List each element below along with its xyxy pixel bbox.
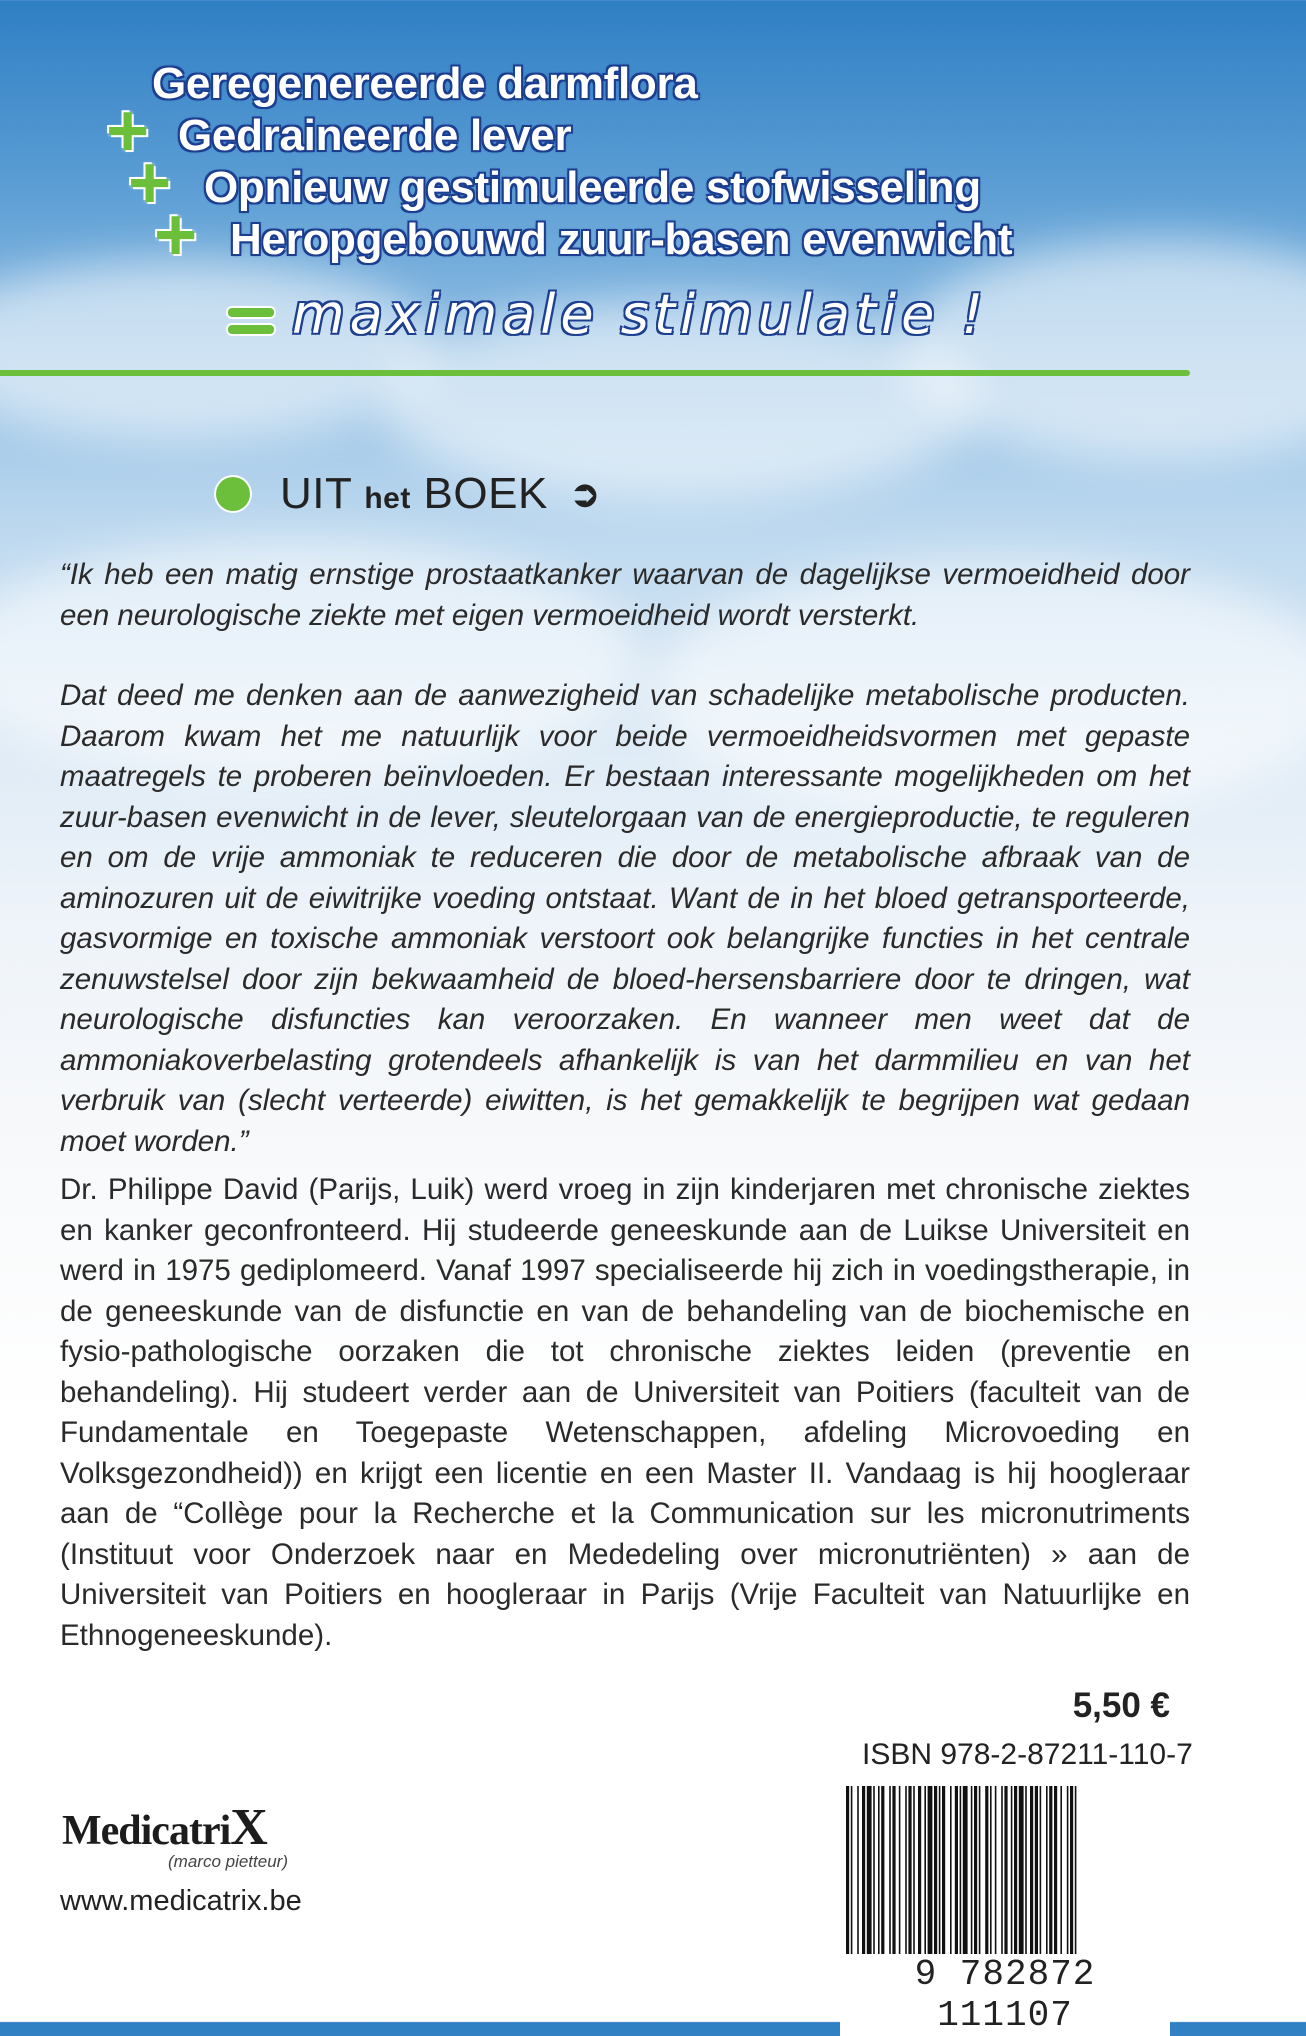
barcode-bar [851,1786,853,1962]
barcode-bar [974,1786,977,1962]
plus-icon: + [154,193,198,276]
barcode-bar [1011,1786,1013,1962]
barcode [840,1786,1170,2036]
barcode-bar [1060,1786,1062,1962]
author-bio: Dr. Philippe David (Parijs, Luik) werd vroeg in zijn kinderjaren met chronische ziektes en kanker geconfronteerd. Hij studeerde geneeskunde aan de Luikse Universiteit en werd in 1975 gediplomeerd. Vanaf 1997 specialiseerde hij zich in voedingstherapie, in de geneeskunde van de disfunctie en van de behandeling van de biochemische en fysio-pathologische oorzaken die tot chronische ziektes leiden (preventie en behandeling). Hij studeert verder aan de Universiteit van Poitiers (faculteit van de Fundamentale en Toegepaste Wetenschappen, afdeling Microvoeding en Volksgezondheid)) en krijgt een licentie en een Master II. Vandaag is hij hoogleraar aan de “Collège pour la Recherche et la Communication sur les micronutriments (Instituut voor Onderzoek naar en Mededeling over micronutriënten) » aan de Universiteit van Poitiers en hoogleraar in Parijs (Vrije Faculteit van Natuurlijke en Ethnogeneeskunde). [60,1173,1190,1652]
barcode-bar [960,1786,962,1962]
barcode-bars [842,1786,1168,1962]
barcode-bar [862,1786,865,1962]
barcode-bar [955,1786,958,1962]
barcode-bar [979,1786,981,1962]
barcode-bar [934,1786,937,1962]
barcode-bar [942,1786,945,1962]
barcode-bar [1019,1786,1024,1962]
barcode-bar [1067,1786,1069,1962]
bullet-circle-icon [216,477,250,511]
barcode-bar [899,1786,901,1962]
barcode-bar [889,1786,891,1962]
book-quote [60,555,1190,1202]
isbn: ISBN 978-2-87211-110-7 [862,1738,1193,1771]
barcode-bar [990,1786,992,1962]
barcode-bar [971,1786,973,1962]
barcode-bar [950,1786,952,1962]
headline-result: maximale stimulatie ! [292,283,989,346]
plus-icon: + [128,141,172,224]
barcode-bar [995,1786,997,1962]
barcode-bar [1004,1786,1007,1962]
headline-line-4: Heropgebouwd zuur-basen evenwicht [230,215,1013,264]
barcode-bar [1046,1786,1048,1962]
barcode-bar [1040,1786,1042,1962]
price: 5,50 € [1072,1686,1170,1725]
headline-line-3: Opnieuw gestimuleerde stofwisseling [204,163,981,212]
quote-paragraph: Dat deed me denken aan de aanwezigheid van schadelijke metabolische producten. Daarom kwam het me natuurlijk voor beide vermoeidheidsvormen met gepaste maatregels te proberen beïnvloeden. Er bestaan interessante mogelijkheden om het zuur-basen evenwicht in de lever, sleutelorgaan van de energieproductie, te reguleren en om de vrije ammoniak te reduceren die door de metabolische afbraak van de aminozuren uit de eiwitrijke voeding ontstaat. Want de in het bloed getransporteerde, gasvormige en toxische ammoniak verstoort ook belangrijke functies in het centrale zenuwstelsel door zijn bekwaamheid de bloed-hersensbarriere door te dringen, wat neurologische disfuncties kan veroorzaken. En wanneer men weet dat de ammoniakoverbelasting grotendeels afhankelijk is van het darmmilieu en van het verbruik van (slecht verteerde) eiwitten, is het gemakkelijk te begrijpen wat gedaan moet worden.” [60,679,1190,1158]
barcode-bar [1054,1786,1057,1962]
barcode-bar [1075,1786,1077,1962]
barcode-bar [924,1786,926,1962]
arrow-right-icon: ➲ [569,473,600,514]
barcode-bar [1070,1786,1073,1962]
barcode-bar [908,1786,911,1962]
publisher-website: www.medicatrix.be [60,1885,302,1917]
headline [0,0,1306,380]
barcode-bar [905,1786,907,1962]
equals-icon [228,308,274,338]
barcode-bar [1014,1786,1017,1962]
barcode-bar [846,1786,849,1962]
barcode-bar [1049,1786,1052,1962]
section-title: UIT het BOEK [280,469,548,518]
barcode-bar [857,1786,859,1962]
barcode-bar [892,1786,895,1962]
barcode-bar [881,1786,884,1962]
barcode-bar [963,1786,968,1962]
barcode-bar [1001,1786,1003,1962]
headline-line-1: Geregenereerde darmflora [152,59,698,108]
barcode-digits: 9 782872 111107 [840,1954,1170,2036]
barcode-bar [873,1786,875,1962]
barcode-bar [939,1786,941,1962]
barcode-bar [867,1786,872,1962]
publisher-logo: MedicatriX [62,1799,267,1856]
barcode-bar [918,1786,921,1962]
plus-icon: + [106,89,150,172]
quote-paragraph: “Ik heb een matig ernstige prostaatkanker waarvan de dagelijkse vermoeidheid door een neurologische ziekte met eigen vermoeidheid wordt versterkt. [60,558,1190,632]
barcode-bar [928,1786,933,1962]
barcode-bar [913,1786,915,1962]
barcode-bar [1030,1786,1033,1962]
barcode-bar [878,1786,880,1962]
section-heading [216,470,600,518]
barcode-bar [1035,1786,1038,1962]
barcode-bar [1025,1786,1027,1962]
divider [0,370,1190,376]
barcode-bar [985,1786,988,1962]
headline-line-2: Gedraineerde lever [178,111,572,160]
publisher-subtitle: (marco pietteur) [168,1852,288,1871]
